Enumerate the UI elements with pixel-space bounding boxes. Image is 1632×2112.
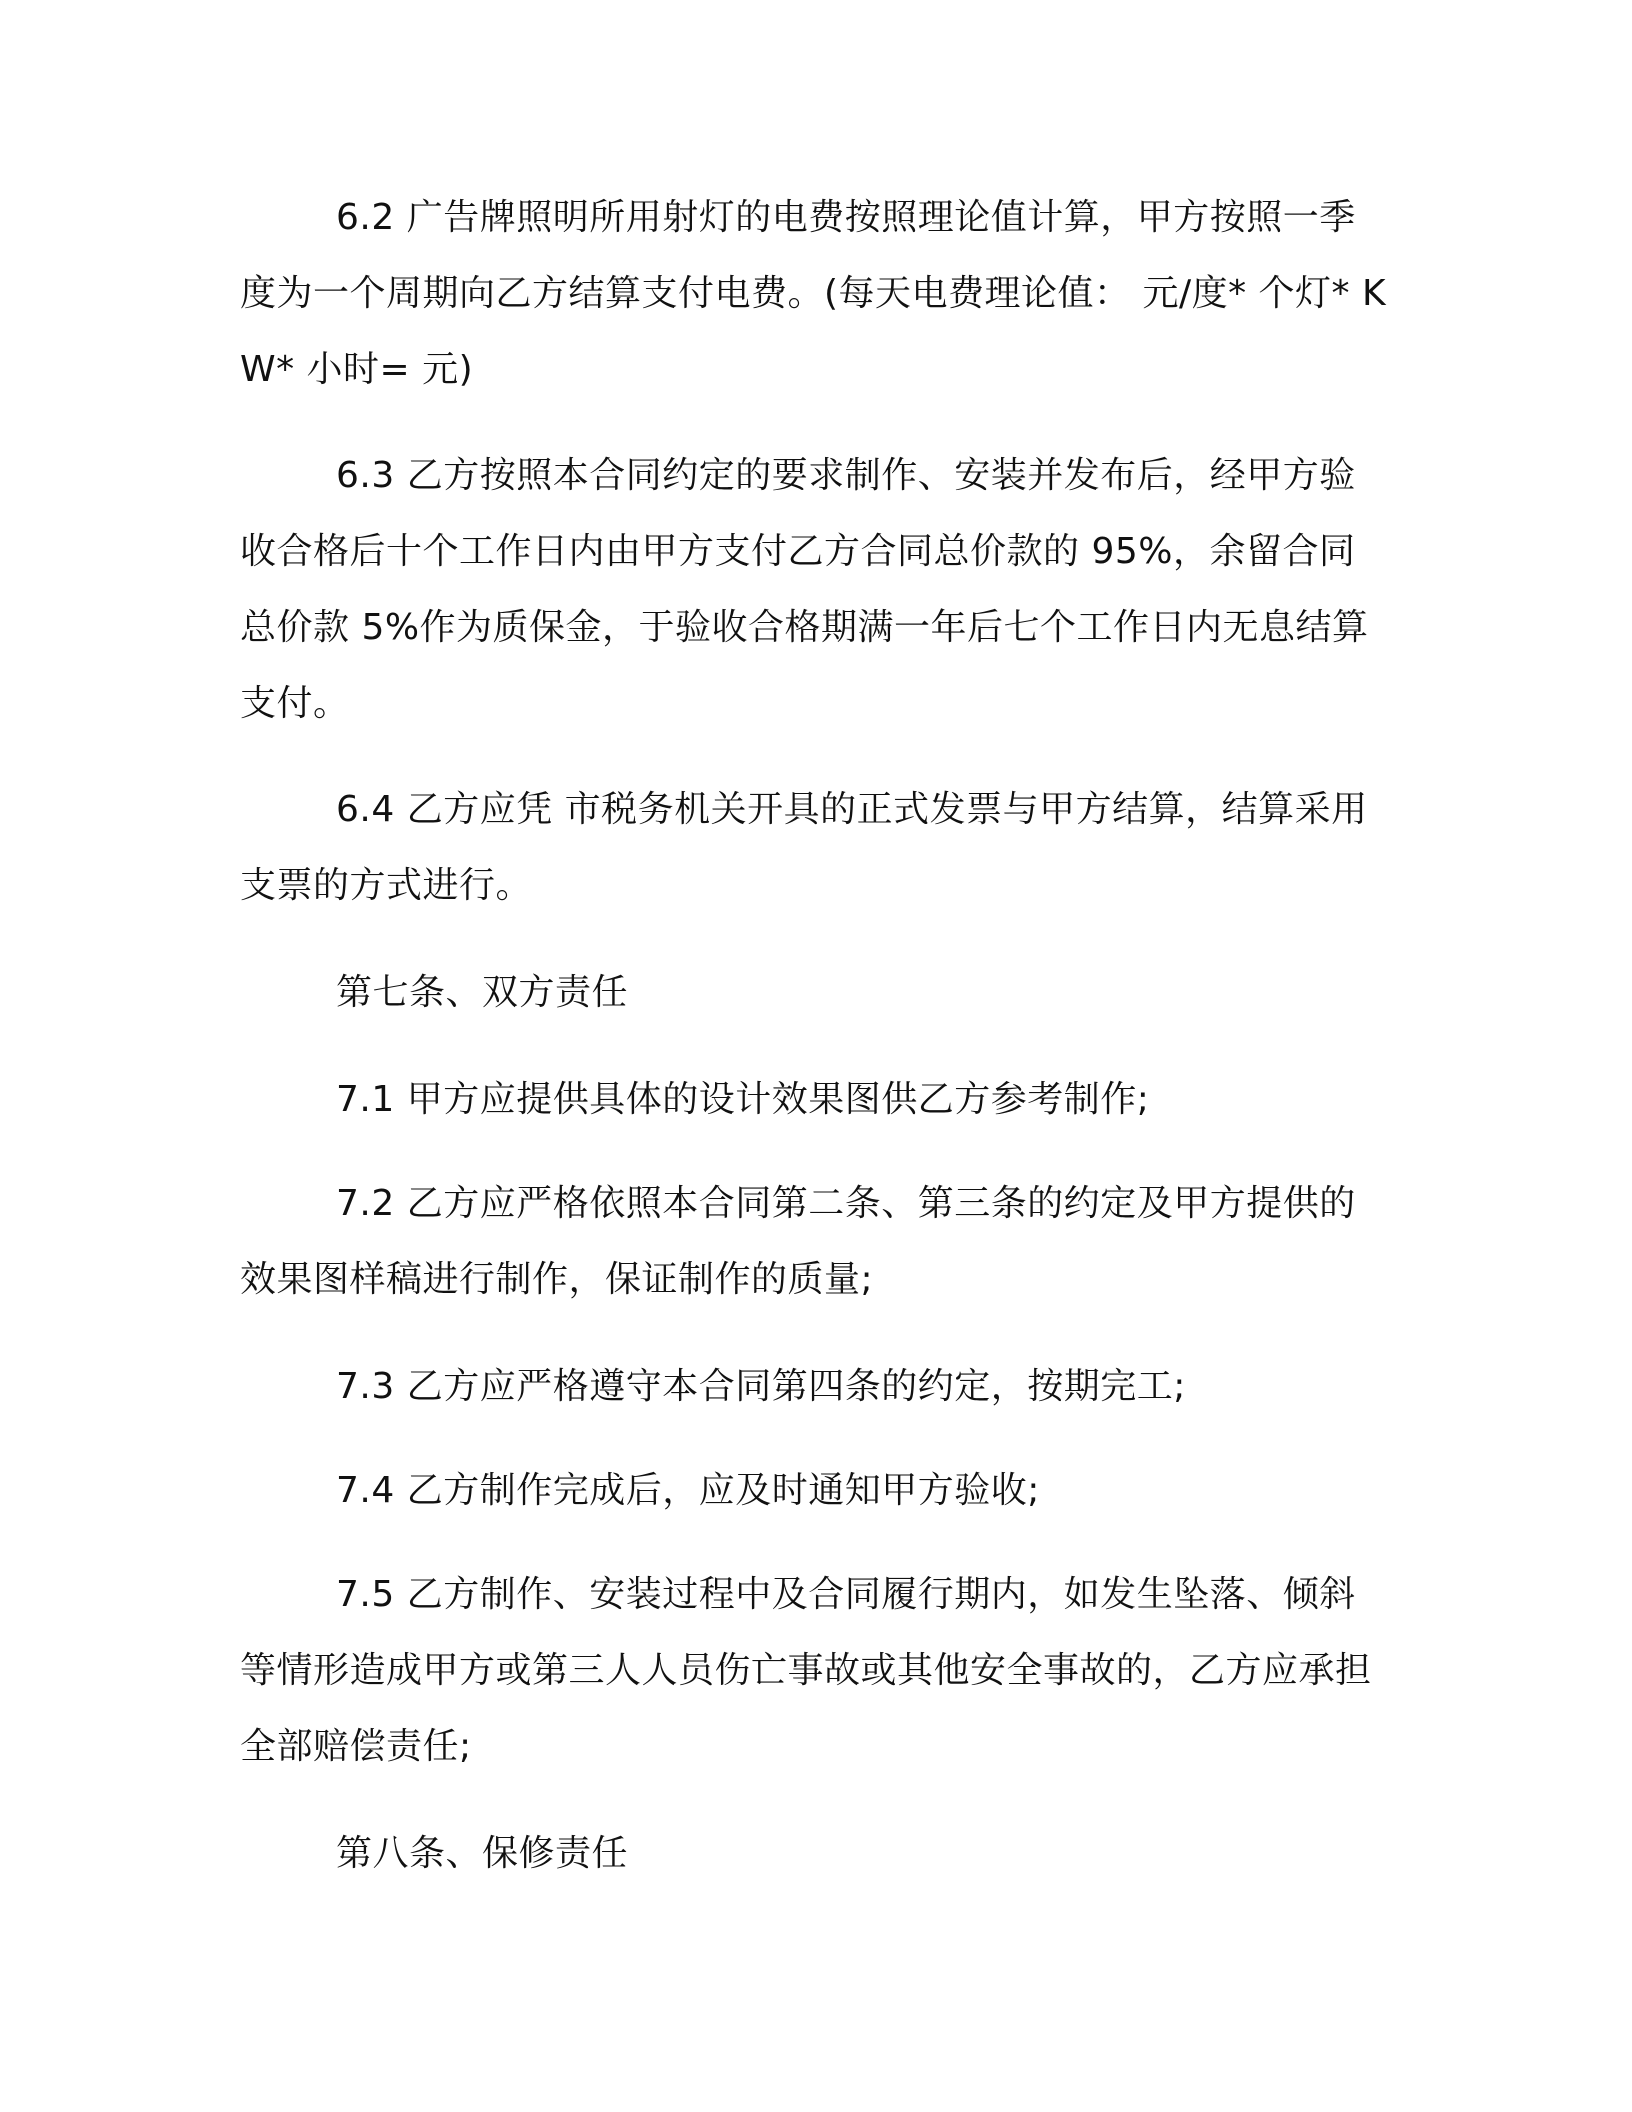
paragraph-text: 7.2 乙方应严格依照本合同第二条、第三条的约定及甲方提供的效果图样稿进行制作，保证制作的质量;	[240, 1183, 1356, 1300]
paragraph-7-2	[240, 1166, 1390, 1318]
heading-text: 第八条、保修责任	[336, 1833, 629, 1874]
article-8-heading	[240, 1816, 1390, 1892]
paragraph-text: 6.4 乙方应凭 市税务机关开具的正式发票与甲方结算，结算采用支票的方式进行。	[240, 789, 1368, 906]
paragraph-text: 7.4 乙方制作完成后，应及时通知甲方验收;	[336, 1470, 1040, 1511]
paragraph-6-2	[240, 180, 1390, 408]
paragraph-6-3	[240, 438, 1390, 742]
paragraph-7-1	[240, 1062, 1390, 1138]
paragraph-text: 7.5 乙方制作、安装过程中及合同履行期内，如发生坠落、倾斜等情形造成甲方或第三人人员伤亡事故或其他安全事故的，乙方应承担全部赔偿责任;	[240, 1574, 1372, 1767]
paragraph-7-5	[240, 1557, 1390, 1785]
paragraph-7-3	[240, 1349, 1390, 1425]
paragraph-text: 6.2 广告牌照明所用射灯的电费按照理论值计算，甲方按照一季度为一个周期向乙方结算支付电费。(每天电费理论值： 元/度* 个灯* KW* 小时= 元)	[240, 197, 1387, 390]
paragraph-text: 7.3 乙方应严格遵守本合同第四条的约定，按期完工;	[336, 1366, 1186, 1407]
paragraph-7-4	[240, 1453, 1390, 1529]
article-7-heading	[240, 955, 1390, 1031]
heading-text: 第七条、双方责任	[336, 972, 629, 1013]
paragraph-6-4	[240, 772, 1390, 924]
paragraph-text: 7.1 甲方应提供具体的设计效果图供乙方参考制作;	[336, 1079, 1150, 1120]
paragraph-text: 6.3 乙方按照本合同约定的要求制作、安装并发布后，经甲方验收合格后十个工作日内由甲方支付乙方合同总价款的 95%，余留合同总价款 5%作为质保金，于验收合格期满一年后七个工作日内无息结算支付。	[240, 455, 1369, 724]
